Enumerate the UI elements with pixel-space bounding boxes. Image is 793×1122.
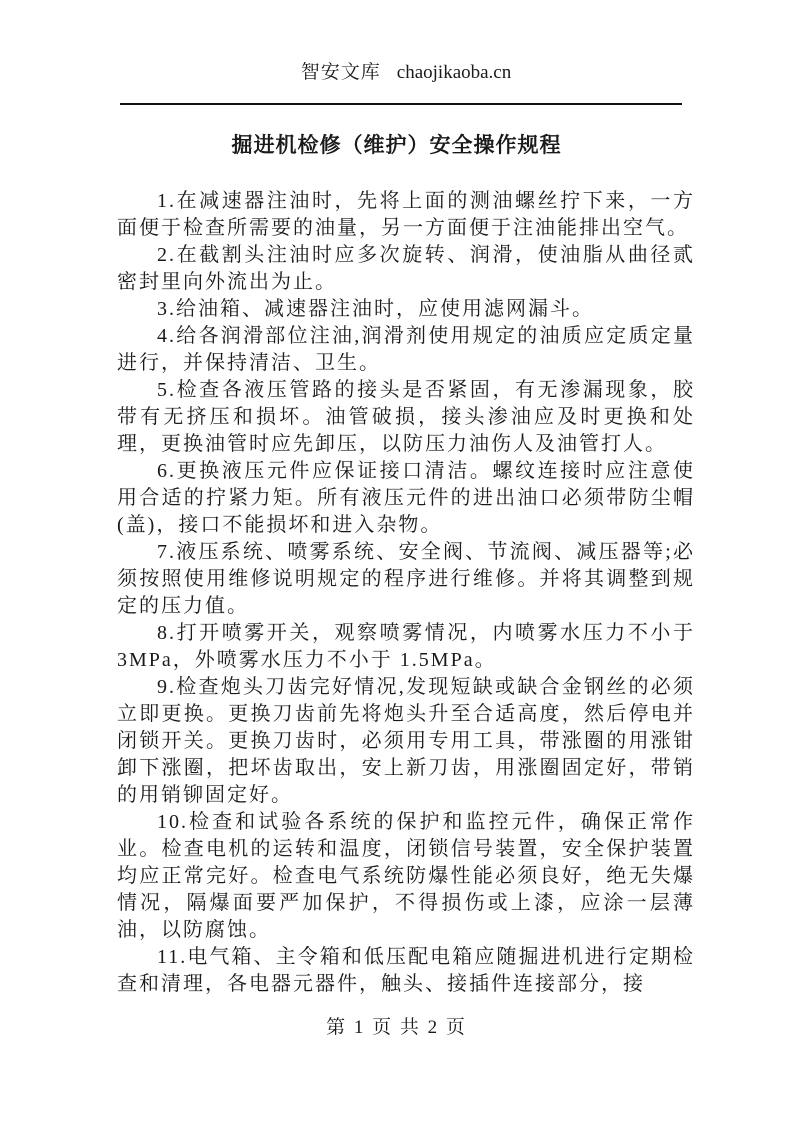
paragraph: 6.更换液压元件应保证接口清洁。螺纹连接时应注意使用合适的拧紧力矩。所有液压元件的进出油口必须带防尘帽(盖)，接口不能损坏和进入杂物。 [117,460,695,536]
paragraph: 11.电气箱、主令箱和低压配电箱应随掘进机进行定期检查和清理，各电器元器件，触头、接插件连接部分，接 [117,946,695,995]
paragraph: 8.打开喷雾开关，观察喷雾情况，内喷雾水压力不小于3MPa，外喷雾水压力不小于 1.5MPa。 [117,622,695,671]
page-number: 第 1 页 共 2 页 [326,1017,467,1038]
paragraph: 7.液压系统、喷雾系统、安全阀、节流阀、减压器等;必须按照使用维修说明规定的程序进行维修。并将其调整到规定的压力值。 [117,541,695,617]
paragraph: 9.检查炮头刀齿完好情况,发现短缺或缺合金钢丝的必须立即更换。更换刀齿前先将炮头升至合适高度，然后停电并闭锁开关。更换刀齿时，必须用专用工具，带涨圈的用涨钳卸下涨圈，把坏齿取出，安上新刀齿，用涨圈固定好，带销的用销铆固定好。 [117,676,695,806]
paragraph: 5.检查各液压管路的接头是否紧固，有无渗漏现象，胶带有无挤压和损坏。油管破损，接头渗油应及时更换和处理，更换油管时应先卸压，以防压力油伤人及油管打人。 [117,379,695,455]
document-body [117,188,695,998]
header-divider-rule [120,103,682,105]
paragraph: 2.在截割头注油时应多次旋转、润滑，使油脂从曲径贰密封里向外流出为止。 [117,244,695,293]
paragraph: 10.检查和试验各系统的保护和监控元件，确保正常作业。检查电机的运转和温度，闭锁信号装置，安全保护装置均应正常完好。检查电气系统防爆性能必须良好，绝无失爆情况，隔爆面要严加保护，不得损伤或上漆，应涂一层薄油，以防腐蚀。 [117,811,695,941]
paragraph: 3.给油箱、减速器注油时，应使用滤网漏斗。 [157,298,594,320]
document-header [117,57,695,84]
paragraph: 4.给各润滑部位注油,润滑剂使用规定的油质应定质定量进行，并保持清洁、卫生。 [117,325,695,374]
site-name-label: 智安文库 [300,62,381,83]
paragraph: 1.在减速器注油时，先将上面的测油螺丝拧下来，一方面便于检查所需要的油量，另一方面便于注油能排出空气。 [117,190,695,239]
page-title: 掘进机检修（维护）安全操作规程 [231,133,562,157]
site-url-label: chaojikaoba.cn [396,62,512,83]
